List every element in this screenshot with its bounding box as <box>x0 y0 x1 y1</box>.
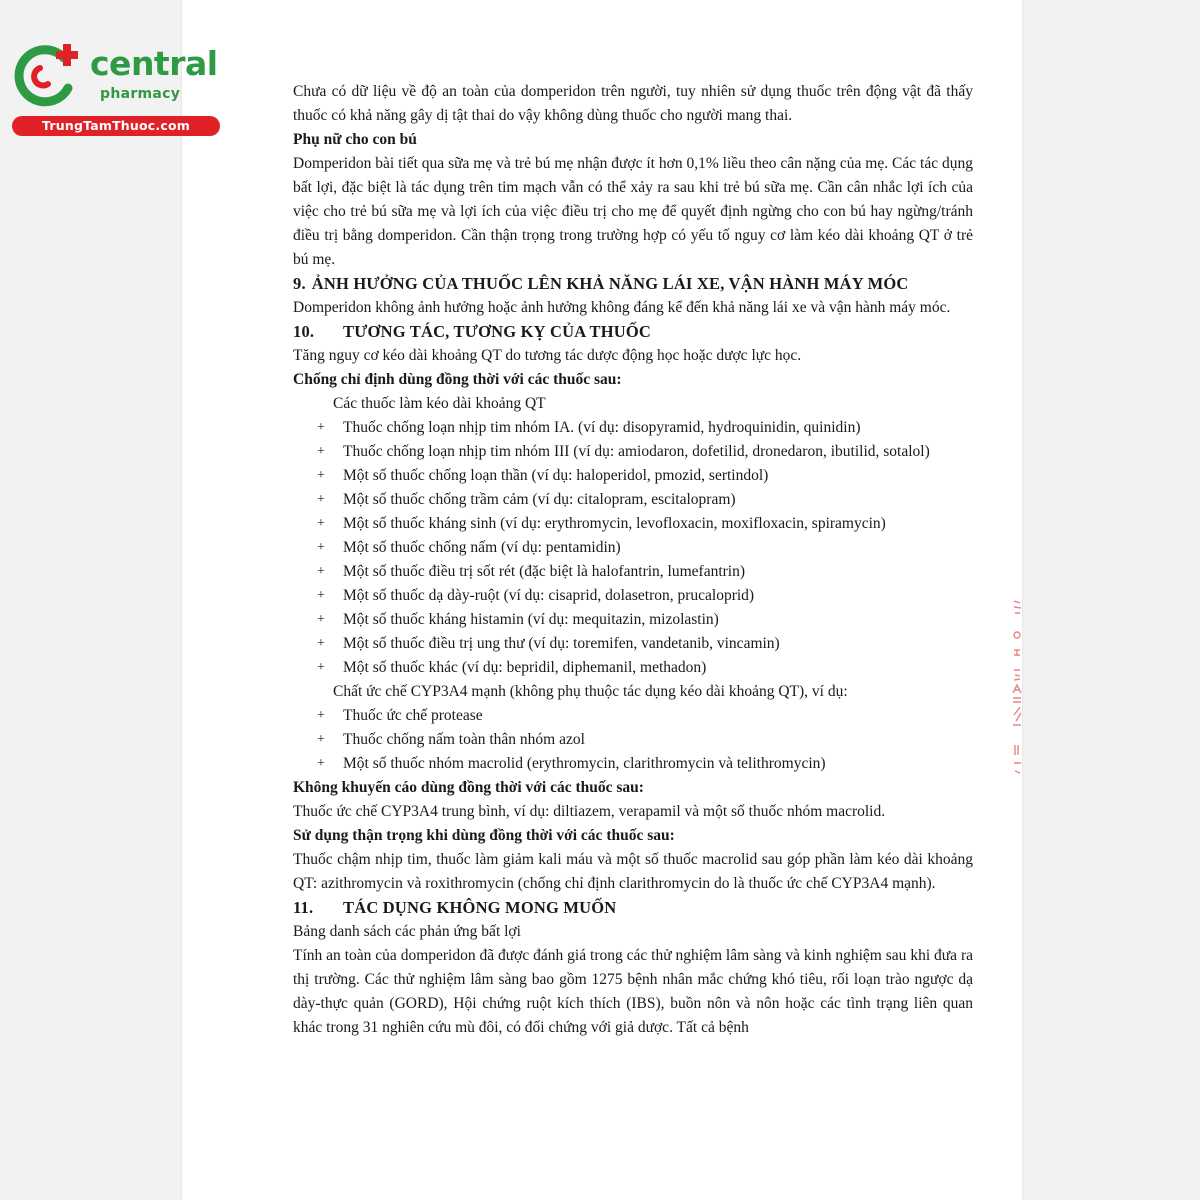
list-item <box>293 656 973 680</box>
document-content <box>293 80 973 1040</box>
cyp3a4-subheading: Chất ức chế CYP3A4 mạnh (không phụ thuộc tác dụng kéo dài khoảng QT), ví dụ: <box>333 683 848 700</box>
bullet-plus: + <box>317 636 325 651</box>
list-item <box>293 440 973 464</box>
bullet-plus: + <box>317 612 325 627</box>
list-item <box>293 464 973 488</box>
bullet-plus: + <box>317 588 325 603</box>
list-item <box>293 704 973 728</box>
list-item <box>293 512 973 536</box>
cyp3a4-drug-list <box>293 704 973 776</box>
not-recommended-heading: Không khuyến cáo dùng đồng thời với các thuốc sau: <box>293 779 644 796</box>
section-11-paragraph: Tính an toàn của domperidon đã được đánh giá trong các thử nghiệm lâm sàng và kinh nghiệm sau khi đưa ra thị trường. Các thử nghiệm lâm sàng bao gồm 1275 bệnh nhân mắc chứng khó tiêu, rối loạn trào ngược dạ dày-thực quản (GORD), Hội chứng ruột kích thích (IBS), buồn nôn và nôn hoặc các tình trạng liên quan khác trong 31 nghiên cứu mù đôi, có đối chứng với giả dược. Tất cả bệnh <box>293 947 973 1036</box>
section-9-heading <box>293 272 973 296</box>
pharmacy-c-cross-icon <box>12 38 84 110</box>
list-item <box>293 584 973 608</box>
list-item <box>293 488 973 512</box>
brand-name: central <box>90 44 218 83</box>
site-url-banner: TrungTamThuoc.com <box>12 116 220 136</box>
list-item-text: Một số thuốc điều trị ung thư (ví dụ: toremifen, vandetanib, vincamin) <box>343 635 780 652</box>
bullet-plus: + <box>317 708 325 723</box>
list-item-text: Thuốc ức chế protease <box>343 707 483 724</box>
section-11-heading <box>293 896 973 920</box>
list-item-text: Một số thuốc dạ dày-ruột (ví dụ: cisaprid, dolasetron, prucaloprid) <box>343 587 755 604</box>
bullet-plus: + <box>317 468 325 483</box>
caution-paragraph: Thuốc chậm nhịp tim, thuốc làm giảm kali máu và một số thuốc macrolid sau góp phần làm kéo dài khoảng QT: azithromycin và roxithromycin (chống chỉ định clarithromycin do là thuốc ức chế CYP3A4 mạnh). <box>293 851 973 892</box>
bullet-plus: + <box>317 492 325 507</box>
list-item-text: Một số thuốc khác (ví dụ: bepridil, diphemanil, methadon) <box>343 659 707 676</box>
bullet-plus: + <box>317 756 325 771</box>
section-11-title: TÁC DỤNG KHÔNG MONG MUỐN <box>343 898 617 917</box>
list-item-text: Một số thuốc chống loạn thần (ví dụ: haloperidol, pmozid, sertindol) <box>343 467 769 484</box>
bullet-plus: + <box>317 564 325 579</box>
list-item-text: Thuốc chống nấm toàn thân nhóm azol <box>343 731 585 748</box>
contraindication-heading: Chống chỉ định dùng đồng thời với các thuốc sau: <box>293 371 622 388</box>
list-item <box>293 560 973 584</box>
breastfeeding-paragraph: Domperidon bài tiết qua sữa mẹ và trẻ bú mẹ nhận được ít hơn 0,1% liều theo cân nặng của mẹ. Các tác dụng bất lợi, đặc biệt là tác dụng trên tim mạch vẫn có thể xảy ra sau khi trẻ bú sữa mẹ. Cần cân nhắc lợi ích của việc cho trẻ bú sữa mẹ và lợi ích của việc điều trị cho mẹ để quyết định ngừng cho con bú hay ngừng/tránh điều trị bằng domperidon. Cần thận trọng trong trường hợp có yếu tố nguy cơ làm kéo dài khoảng QT ở trẻ bú mẹ. <box>293 155 973 268</box>
section-9-number: 9. <box>293 274 306 293</box>
breastfeeding-heading: Phụ nữ cho con bú <box>293 131 417 148</box>
bullet-plus: + <box>317 732 325 747</box>
list-item-text: Một số thuốc điều trị sốt rét (đặc biệt là halofantrin, lumefantrin) <box>343 563 746 580</box>
list-item <box>293 536 973 560</box>
bullet-plus: + <box>317 540 325 555</box>
section-9-title: ẢNH HƯỞNG CỦA THUỐC LÊN KHẢ NĂNG LÁI XE, VẬN HÀNH MÁY MÓC <box>311 274 909 293</box>
bullet-plus: + <box>317 516 325 531</box>
bullet-plus: + <box>317 660 325 675</box>
section-9-paragraph: Domperidon không ảnh hưởng hoặc ảnh hưởng không đáng kể đến khả năng lái xe và vận hành máy móc. <box>293 299 951 316</box>
red-stamp-fragment <box>1006 595 1026 795</box>
list-item-text: Một số thuốc kháng sinh (ví dụ: erythromycin, levofloxacin, moxifloxacin, spiramycin) <box>343 515 886 532</box>
qt-drug-list <box>293 416 973 680</box>
pregnancy-paragraph: Chưa có dữ liệu về độ an toàn của domperidon trên người, tuy nhiên sử dụng thuốc trên động vật đã thấy thuốc có khả năng gây dị tật thai do vậy không dùng thuốc cho người mang thai. <box>293 83 973 124</box>
list-item-text: Một số thuốc kháng histamin (ví dụ: mequitazin, mizolastin) <box>343 611 719 628</box>
list-item-text: Thuốc chống loạn nhịp tim nhóm III (ví dụ: amiodaron, dofetilid, dronedaron, ibutilid, sotalol) <box>343 443 930 460</box>
central-pharmacy-logo <box>12 38 217 138</box>
section-10-number: 10. <box>293 322 315 341</box>
qt-drugs-subheading: Các thuốc làm kéo dài khoảng QT <box>333 395 546 412</box>
list-item <box>293 416 973 440</box>
list-item-text: Một số thuốc chống trầm cảm (ví dụ: citalopram, escitalopram) <box>343 491 736 508</box>
section-11-subheading: Bảng danh sách các phản ứng bất lợi <box>293 923 521 940</box>
section-10-title: TƯƠNG TÁC, TƯƠNG KỴ CỦA THUỐC <box>343 322 652 341</box>
list-item <box>293 752 973 776</box>
section-10-heading <box>293 320 973 344</box>
caution-heading: Sử dụng thận trọng khi dùng đồng thời với các thuốc sau: <box>293 827 675 844</box>
bullet-plus: + <box>317 444 325 459</box>
section-11-number: 11. <box>293 898 314 917</box>
list-item <box>293 728 973 752</box>
brand-sub: pharmacy <box>100 86 181 102</box>
list-item <box>293 608 973 632</box>
section-10-paragraph: Tăng nguy cơ kéo dài khoảng QT do tương tác dược động học hoặc dược lực học. <box>293 347 802 364</box>
bullet-plus: + <box>317 420 325 435</box>
list-item <box>293 632 973 656</box>
not-recommended-paragraph: Thuốc ức chế CYP3A4 trung bình, ví dụ: diltiazem, verapamil và một số thuốc nhóm macrolid. <box>293 803 886 820</box>
list-item-text: Một số thuốc nhóm macrolid (erythromycin, clarithromycin và telithromycin) <box>343 755 826 772</box>
list-item-text: Thuốc chống loạn nhịp tim nhóm IA. (ví dụ: disopyramid, hydroquinidin, quinidin) <box>343 419 861 436</box>
list-item-text: Một số thuốc chống nấm (ví dụ: pentamidin) <box>343 539 621 556</box>
